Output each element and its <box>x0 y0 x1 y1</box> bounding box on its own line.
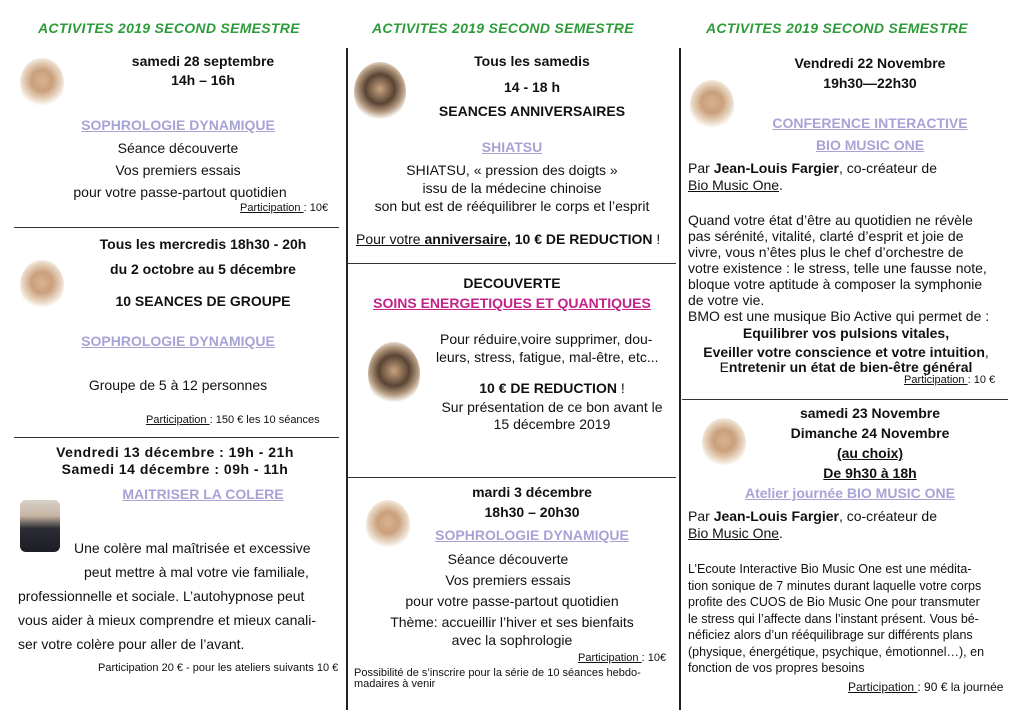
speaker-intro: Par Jean-Louis Fargier, co-créateur de Bio Music One. <box>688 160 938 193</box>
practitioner-photo <box>20 58 64 108</box>
text-line: Vos premiers essais <box>445 572 571 588</box>
column-divider-1 <box>346 48 348 710</box>
participation-price: Participation : 10€ <box>578 652 667 664</box>
event-time: 14 - 18 h <box>503 79 561 95</box>
session-count: 10 SEANCES DE GROUPE <box>115 293 291 309</box>
event-time: De 9h30 à 18h <box>823 465 917 481</box>
event-time: 18h30 – 20h30 <box>484 504 580 520</box>
text-line: avec la sophrologie <box>451 632 573 648</box>
participation-price: Participation : 90 € la journée <box>848 680 1004 694</box>
birthday-discount: Pour votre anniversaire, 10 € DE REDUCTION ! <box>356 231 661 247</box>
event-date: Dimanche 24 Novembre <box>790 425 950 441</box>
section-divider <box>348 477 676 478</box>
section-heading: DECOUVERTE <box>463 275 561 291</box>
activity-title: SOPHROLOGIE DYNAMIQUE <box>81 333 275 349</box>
event-date: Vendredi 13 décembre : 19h - 21h <box>56 444 294 460</box>
discount: 10 € DE REDUCTION ! <box>479 380 625 396</box>
activity-title: BIO MUSIC ONE <box>815 137 925 153</box>
participation-price: Participation 20 € - pour les ateliers suivants 10 € <box>98 662 339 674</box>
text-line: vous aider à mieux comprendre et mieux canali- <box>18 612 317 628</box>
text-line: ser votre colère pour aller de l’avant. <box>18 636 245 652</box>
event-date: samedi 28 septembre <box>131 53 275 69</box>
practitioner-photo <box>702 418 746 468</box>
event-name: SEANCES ANNIVERSAIRES <box>438 103 626 119</box>
activity-title: Atelier journée BIO MUSIC ONE <box>744 485 956 501</box>
practitioner-photo <box>690 80 734 130</box>
event-date: Tous les mercredis 18h30 - 20h <box>99 236 307 252</box>
text-line: leurs, stress, fatigue, mal-être, etc... <box>436 349 659 365</box>
event-date-range: du 2 octobre au 5 décembre <box>110 261 296 277</box>
benefit-item: Equilibrer vos pulsions vitales, <box>742 325 950 341</box>
text-line: Pour réduire,voire supprimer, dou- <box>440 331 653 347</box>
event-date: Samedi 14 décembre : 09h - 11h <box>61 461 289 477</box>
text-line: Vos premiers essais <box>115 162 241 178</box>
practitioner-photo <box>20 260 64 310</box>
event-date: Vendredi 22 Novembre <box>794 55 946 71</box>
section-divider <box>348 263 676 264</box>
text-line: Séance découverte <box>117 140 239 156</box>
section-divider <box>682 399 1008 400</box>
activity-title: CONFERENCE INTERACTIVE <box>772 115 968 131</box>
section-divider <box>14 227 339 228</box>
description: L’Ecoute Interactive Bio Music One est une médita- tion sonique de 7 minutes durant laquelle votre corps profite des CUOS de Bio Music One pour transmuter le stress qui l’affecte dans l’instant présent. Vous bé- néficiez alors d’un rééquilibrage sur différents plans (physique, énergétique, psychique, émotionnel…), en fonction de vos propres besoins <box>688 562 985 675</box>
activity-title: SOINS ENERGETIQUES ET QUANTIQUES <box>373 295 651 311</box>
activity-title: MAITRISER LA COLERE <box>122 486 284 502</box>
participation-price: Participation : 10 € <box>904 374 996 386</box>
text-line: professionnelle et sociale. L’autohypnose peut <box>18 588 305 604</box>
event-time: 19h30—22h30 <box>823 75 917 91</box>
text-line: Sur présentation de ce bon avant le <box>441 399 663 415</box>
activity-title: SOPHROLOGIE DYNAMIQUE <box>435 527 629 543</box>
text-line: SHIATSU, « pression des doigts » <box>406 162 618 178</box>
text-line: son but est de rééquilibrer le corps et l’esprit <box>374 198 650 214</box>
event-choice: (au choix) <box>836 445 904 461</box>
text-line: pour votre passe-partout quotidien <box>73 184 287 200</box>
event-date: mardi 3 décembre <box>472 484 592 500</box>
benefit-item: Eveiller votre conscience et votre intuition, <box>703 344 989 360</box>
benefit-item: Entretenir un état de bien-être général <box>719 359 973 375</box>
text-line: 15 décembre 2019 <box>493 416 611 432</box>
practitioner-photo <box>20 500 60 552</box>
text-line: Une colère mal maîtrisée et excessive <box>74 540 311 556</box>
participation-price: Participation : 10€ <box>240 202 329 214</box>
event-date: Tous les samedis <box>474 53 590 69</box>
column-divider-2 <box>679 48 681 710</box>
speaker-intro: Par Jean-Louis Fargier, co-créateur de Bio Music One. <box>688 508 938 541</box>
text-line: peut mettre à mal votre vie familiale, <box>84 564 309 580</box>
text-line: pour votre passe-partout quotidien <box>405 593 619 609</box>
event-date: samedi 23 Novembre <box>799 405 941 421</box>
description: Quand votre état d’être au quotidien ne révèle pas sérénité, vitalité, clarté d’esprit et joie de vivre, vous n’êtes plus le chef d’orchestre de votre existence : le stress, telle une fausse note, bloque votre aptitude à composer la symphonie de votre vie. BMO est une musique Bio Active qui permet de : <box>688 212 990 324</box>
practitioner-photo <box>368 342 420 406</box>
section-divider <box>14 437 339 438</box>
text-line: Séance découverte <box>447 551 569 567</box>
registration-note: Possibilité de s’inscrire pour la série de 10 séances hebdo- madaires à venir <box>354 667 641 690</box>
column-3-header: ACTIVITES 2019 SECOND SEMESTRE <box>706 20 968 36</box>
participation-price: Participation : 150 € les 10 séances <box>146 414 320 426</box>
column-2-header: ACTIVITES 2019 SECOND SEMESTRE <box>372 20 634 36</box>
event-time: 14h – 16h <box>171 72 235 88</box>
activity-title: SHIATSU <box>481 139 543 155</box>
text-line: issu de la médecine chinoise <box>422 180 602 196</box>
activity-title: SOPHROLOGIE DYNAMIQUE <box>81 117 275 133</box>
text-line: Thème: accueillir l’hiver et ses bienfaits <box>390 614 634 630</box>
practitioner-photo <box>354 62 406 122</box>
column-1-header: ACTIVITES 2019 SECOND SEMESTRE <box>38 20 300 36</box>
practitioner-photo <box>366 500 410 550</box>
text-line: Groupe de 5 à 12 personnes <box>88 377 268 393</box>
